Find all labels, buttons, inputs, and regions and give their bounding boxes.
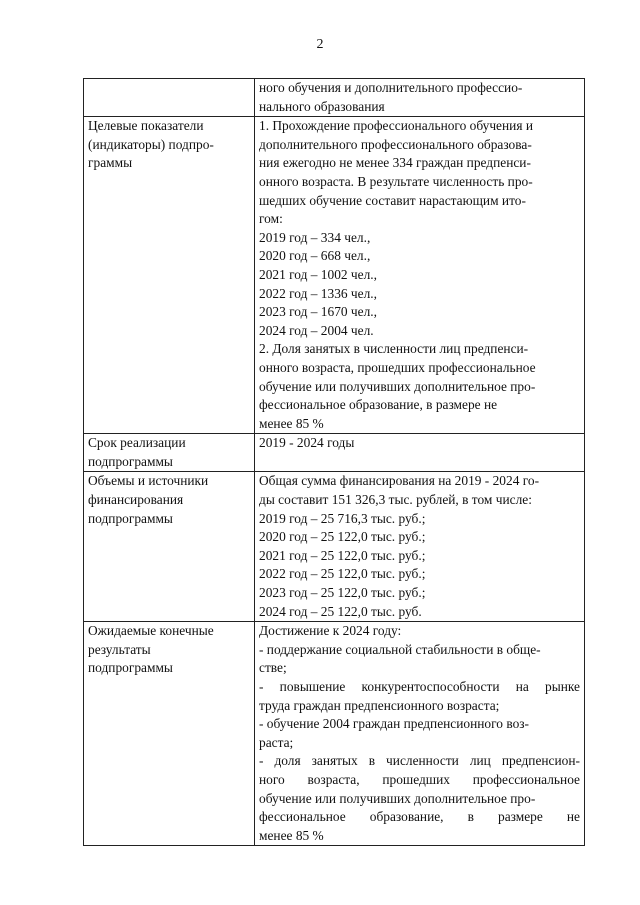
row-label-cell [84,622,255,846]
row-content-line: 1. Прохождение профессионального обучения и [259,118,534,134]
row-content-line: 2020 год – 668 чел., [259,248,371,264]
row-label-cell [84,472,255,622]
row-content-line: - обучение 2004 граждан предпенсионного воз- [259,716,530,732]
row-content-line: Общая сумма финансирования на 2019 - 2024 го- [259,473,540,489]
row-label-line: подпрограммы [88,453,173,469]
row-content-cell [255,472,585,622]
row-label-line: финансирования [88,492,184,508]
row-content-line: ного возраста, прошедших профессиональное [259,771,580,787]
page-number: 2 [316,37,324,52]
table-row [84,117,585,434]
table-row [84,434,585,472]
row-content-line: менее 85 % [259,827,324,843]
row-content-line: 2022 год – 25 122,0 тыс. руб.; [259,566,426,582]
row-content-line: фессиональное образование, в размере не [259,397,498,413]
row-content-line: - повышение конкурентоспособности на рынке [259,679,580,694]
row-content-line: Достижение к 2024 году: [259,623,402,639]
row-content-line: менее 85 % [259,415,324,431]
row-content-line: 2020 год – 25 122,0 тыс. руб.; [259,529,426,545]
row-label-cell [84,79,255,117]
row-content-line: онного возраста, прошедших профессиональное [259,359,536,375]
table-row [84,472,585,622]
row-content-line: труда граждан предпенсионного возраста; [259,697,500,713]
table-row [84,622,585,846]
row-content-line: нального образования [259,98,385,114]
row-content-line: 2024 год – 2004 чел. [259,322,374,338]
row-label-line: Целевые показатели [88,118,204,134]
row-content-line: 2019 год – 334 чел., [259,229,371,245]
row-label-line: подпрограммы [88,660,173,676]
row-content-line: ного обучения и дополнительного профессио- [259,80,523,95]
row-content-line: обучение или получивших дополнительное про- [259,378,536,394]
row-content-line: - доля занятых в численности лиц предпенсион- [259,753,580,769]
row-label-line: Объемы и источники [88,473,209,489]
row-label-cell [84,117,255,434]
row-label-cell [84,434,255,472]
row-content-line: - поддержание социальной стабильности в обще- [259,641,541,657]
row-content-cell [255,117,585,434]
row-content-line: раста; [259,734,294,750]
row-content-line: ды составит 151 326,3 тыс. рублей, в том числе: [259,492,532,508]
row-content-line: фессиональное образование, в размере не [259,809,580,825]
row-content-line: гом: [259,211,283,227]
row-content-line: 2021 год – 1002 чел., [259,266,377,282]
row-label-line: Ожидаемые конечные [88,623,214,639]
program-passport-table [83,78,585,846]
row-content-line: 2019 год – 25 716,3 тыс. руб.; [259,510,426,526]
row-content-line: шедших обучение составит нарастающим ито- [259,192,526,208]
row-content-line: обучение или получивших дополнительное про- [259,790,536,806]
row-content-line: стве; [259,660,287,676]
row-label-line: граммы [88,155,133,171]
row-content-line: 2021 год – 25 122,0 тыс. руб.; [259,547,426,563]
row-content-line: 2024 год – 25 122,0 тыс. руб. [259,603,422,619]
row-content-line: 2. Доля занятых в численности лиц предпенси- [259,341,529,357]
table-row [84,79,585,117]
row-content-line: ния ежегодно не менее 334 граждан предпенси- [259,155,531,171]
row-content-cell [255,79,585,117]
row-content-line: 2023 год – 1670 чел., [259,304,377,320]
row-content-line: 2022 год – 1336 чел., [259,285,377,301]
row-content-cell [255,622,585,846]
table-body [84,79,585,846]
row-content-line: 2023 год – 25 122,0 тыс. руб.; [259,585,426,601]
row-content-line: онного возраста. В результате численность про- [259,173,533,189]
row-label-line: (индикаторы) подпро- [88,136,214,152]
row-content-cell [255,434,585,472]
row-content-line: 2019 - 2024 годы [259,435,355,451]
row-label-line: Срок реализации [88,435,186,451]
row-label-line: подпрограммы [88,510,173,526]
row-label-line: результаты [88,641,151,657]
row-content-line: дополнительного профессионального образова- [259,136,532,152]
